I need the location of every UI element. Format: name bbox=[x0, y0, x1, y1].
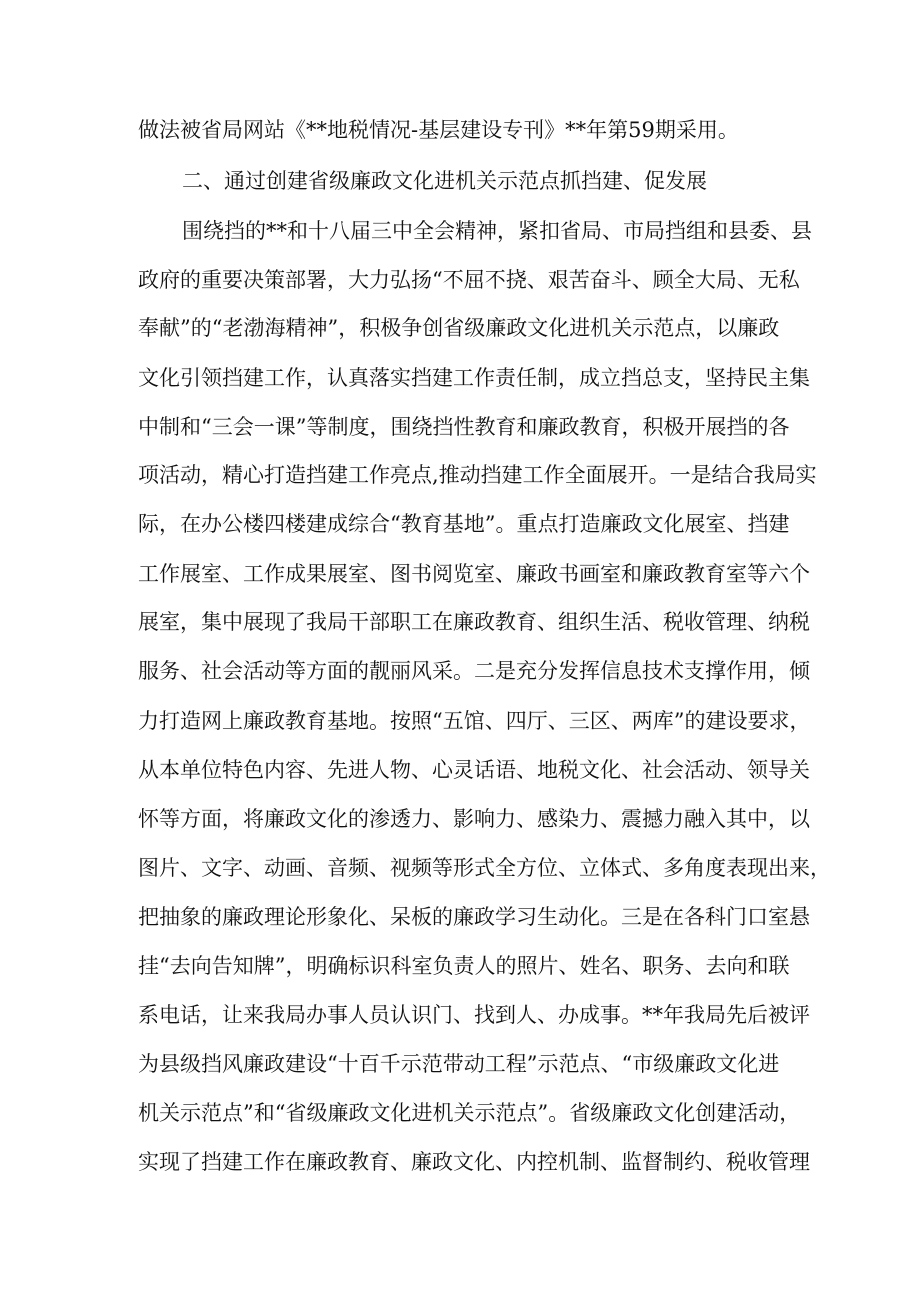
text-line: 从本单位特色内容、先进人物、心灵话语、地税文化、社会活动、领导关 bbox=[138, 758, 810, 782]
text-line: 实现了挡建工作在廉政教育、廉政文化、内控机制、监督制约、税收管理 bbox=[138, 1150, 810, 1174]
section-heading: 二、通过创建省级廉政文化进机关示范点抓挡建、促发展 bbox=[182, 169, 707, 193]
text-line: 图片、文字、动画、音频、视频等形式全方位、立体式、多角度表现出来， bbox=[138, 856, 831, 880]
text-line: 挂“去向告知牌”，明确标识科室负责人的照片、姓名、职务、去向和联 bbox=[138, 954, 790, 978]
text-line: 工作展室、工作成果展室、图书阅览室、廉政书画室和廉政教育室等六个 bbox=[138, 562, 810, 586]
text-line: 展室，集中展现了我局干部职工在廉政教育、组织生活、税收管理、纳税 bbox=[138, 610, 810, 634]
text-line: 机关示范点”和“省级廉政文化进机关示范点”。省级廉政文化创建活动， bbox=[138, 1101, 801, 1125]
text-line: 项活动，精心打造挡建工作亮点,推动挡建工作全面展开。一是结合我局实 bbox=[138, 463, 817, 487]
text-line: 怀等方面，将廉政文化的渗透力、影响力、感染力、震撼力融入其中，以 bbox=[138, 807, 810, 831]
text-line: 文化引领挡建工作，认真落实挡建工作责任制，成立挡总支，坚持民主集 bbox=[138, 366, 810, 390]
text-line: 际，在办公楼四楼建成综合“教育基地”。重点打造廉政文化展室、挡建 bbox=[138, 512, 790, 536]
text-line: 服务、社会活动等方面的靓丽风采。二是充分发挥信息技术支撑作用，倾 bbox=[138, 659, 810, 683]
text-line: 奉献”的“老渤海精神”，积极争创省级廉政文化进机关示范点，以廉政 bbox=[138, 316, 780, 340]
text-line: 把抽象的廉政理论形象化、呆板的廉政学习生动化。三是在各科门口室悬 bbox=[138, 905, 810, 929]
text-line: 中制和“三会一课”等制度，围绕挡性教育和廉政教育，积极开展挡的各 bbox=[138, 415, 790, 439]
text-line: 为县级挡风廉政建设“十百千示范带动工程”示范点、“市级廉政文化进 bbox=[138, 1052, 780, 1076]
text-line: 系电话，让来我局办事人员认识门、找到人、办成事。**年我局先后被评 bbox=[138, 1003, 810, 1027]
text-line: 政府的重要决策部署，大力弘扬“不屈不挠、艰苦奋斗、顾全大局、无私 bbox=[138, 268, 800, 292]
text-line: 力打造网上廉政教育基地。按照“五馆、四厅、三区、两库”的建设要求， bbox=[138, 709, 811, 733]
text-line: 做法被省局网站《**地税情况-基层建设专刊》**年第59期采用。 bbox=[138, 118, 739, 142]
text-line: 围绕挡的**和十八届三中全会精神，紧扣省局、市局挡组和县委、县 bbox=[182, 219, 812, 243]
